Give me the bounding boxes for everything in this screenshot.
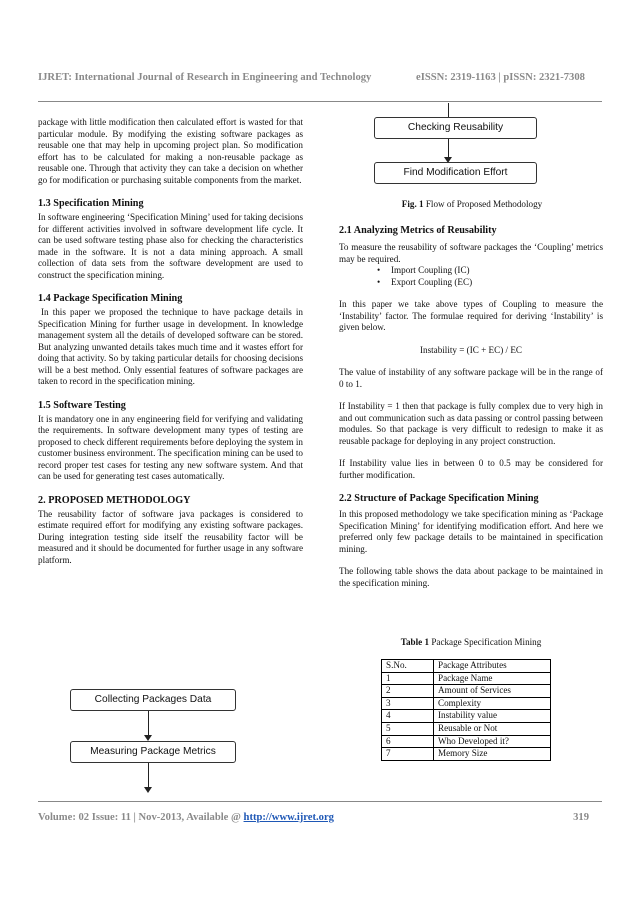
table-row [382, 748, 551, 761]
footer-volume-text: Volume: 02 Issue: 11 | Nov-2013, Available @ [38, 812, 241, 823]
table-cell: 5 [382, 722, 434, 735]
coupling-list [339, 265, 603, 288]
footer-rule [38, 801, 602, 802]
flow-box-collecting: Collecting Packages Data [70, 689, 236, 711]
table-header-row [382, 660, 551, 673]
intro-paragraph: package with little modification then calculated effort is wasted for that particular module. By modifying the existing software packages as reusable one that may help in upcoming project plan. So modification effort has to be calculated for making a non-reusable package as reusable one. Through that activity they can take a decision on whether go for modification or purchasing suitable components from the market. [38, 117, 303, 185]
section-2-1-para-3: The value of instability of any software package will be in the range of 0 to 1. [339, 367, 603, 389]
table-caption-text: Package Specification Mining [431, 637, 542, 647]
table-cell: 4 [382, 710, 434, 723]
table-cell: Instability value [434, 710, 551, 723]
flow-arrow-0 [448, 103, 449, 117]
table-header-cell: Package Attributes [434, 660, 551, 673]
list-item: • Import Coupling (IC) [391, 265, 603, 277]
running-footer [38, 812, 601, 823]
section-1-4-heading: 1.4 Package Specification Mining [38, 293, 183, 304]
table-cell: 2 [382, 685, 434, 698]
table-cell: Memory Size [434, 748, 551, 761]
section-2-heading: 2. PROPOSED METHODOLOGY [38, 494, 191, 506]
section-2-2-body: In this proposed methodology we take specification mining as ‘Package Specification Mining’ for identifying modification effort. And here we preferred only few package details to be maintained in specification mining. [339, 509, 603, 554]
section-2-1-para-5: If Instability value lies in between 0 to 0.5 may be considered for further modification. [339, 458, 603, 480]
table-cell: 3 [382, 697, 434, 710]
header-rule [38, 101, 602, 102]
section-1-3-heading: 1.3 Specification Mining [38, 198, 144, 209]
right-column [339, 224, 603, 589]
table-row [382, 710, 551, 723]
table-cell: 1 [382, 672, 434, 685]
table-row [382, 685, 551, 698]
page-number: 319 [573, 812, 589, 823]
table-caption [339, 637, 603, 647]
flow-box-checking: Checking Reusability [374, 117, 537, 139]
section-2-1-heading: 2.1 Analyzing Metrics of Reusability [339, 225, 497, 236]
table-cell: Who Developed it? [434, 735, 551, 748]
section-2-1-body: To measure the reusability of software packages the ‘Coupling’ metrics may be required. [339, 242, 603, 264]
table-row [382, 735, 551, 748]
section-2-1-para-2: In this paper we take above types of Coupling to measure the ‘Instability’ factor. The formulae required for deriving ‘Instability’ is given below. [339, 299, 603, 332]
flow-arrowhead-2 [144, 787, 152, 793]
flow-arrow-2 [148, 763, 149, 790]
section-2-1-para-4: If Instability = 1 then that package is fully complex due to very high in and out communication such as data passing or control passing between modules. So that package is very difficult to redesign to make it as reusable package for deploying in any project construction. [339, 401, 603, 446]
journal-title: IJRET: International Journal of Research in Engineering and Technology [38, 72, 372, 83]
issn-text: eISSN: 2319-1163 | pISSN: 2321-7308 [416, 72, 585, 83]
table-cell: Package Name [434, 672, 551, 685]
table-row [382, 672, 551, 685]
package-table [381, 659, 551, 761]
table-cell: 7 [382, 748, 434, 761]
section-2-body: The reusability factor of software java packages is considered to estimate required effort for modifying any existing software packages. During integration testing side itself the reusability factor will be measured and it should be documented for further usage in any software platform. [38, 508, 303, 565]
left-column [38, 117, 303, 566]
table-row [382, 697, 551, 710]
table-cell: Reusable or Not [434, 722, 551, 735]
list-item: • Export Coupling (EC) [391, 277, 603, 289]
instability-formula: Instability = (IC + EC) / EC [419, 344, 523, 355]
flow-box-measuring: Measuring Package Metrics [70, 741, 236, 763]
section-2-2-heading: 2.2 Structure of Package Specification Mining [339, 493, 539, 504]
section-1-4-body: In this paper we proposed the technique to have package details in Specification Mining for further usage in development. In knowledge management system all the details of developed software can be stored. But analyzing unwanted details takes much time and it wastes effort for doing that activity. So by taking particular details for choosing decisions will be a best method. Only essential features of software packages are taken to record in the specification mining. [38, 307, 303, 386]
figure-caption-text: Flow of Proposed Methodology [425, 199, 543, 209]
figure-label: Fig. 1 [401, 199, 424, 209]
flow-box-find-effort: Find Modification Effort [374, 162, 537, 184]
section-1-5-heading: 1.5 Software Testing [38, 399, 126, 411]
section-2-2-para-2: The following table shows the data about package to be maintained in the specification mining. [339, 566, 603, 588]
table-label: Table 1 [400, 637, 430, 647]
table-header-cell: S.No. [382, 660, 434, 673]
table-row [382, 722, 551, 735]
table-cell: Complexity [434, 697, 551, 710]
section-1-3-body: In software engineering ‘Specification Mining’ used for taking decisions for different activities involved in software development life cycle. It can be used software testing phase also for checking the characteristics made in the software. It is not a data mining approach. A small collection of data sets from the software development are used to construct the specification mining. [38, 212, 303, 280]
table-cell: 6 [382, 735, 434, 748]
running-header [38, 72, 603, 83]
journal-link[interactable]: http://www.ijret.org [243, 812, 334, 823]
flow-arrow-1 [148, 711, 149, 738]
figure-caption [340, 199, 604, 209]
section-1-5-body: It is mandatory one in any engineering field for verifying and validating the requirements. In software development many types of testing are proposed to check different requirements before deploying the system in customer business environment. The specification mining can be used to record proper test cases for testing any new software system. And that can be used for generating test cases automatically. [38, 413, 303, 481]
table-cell: Amount of Services [434, 685, 551, 698]
